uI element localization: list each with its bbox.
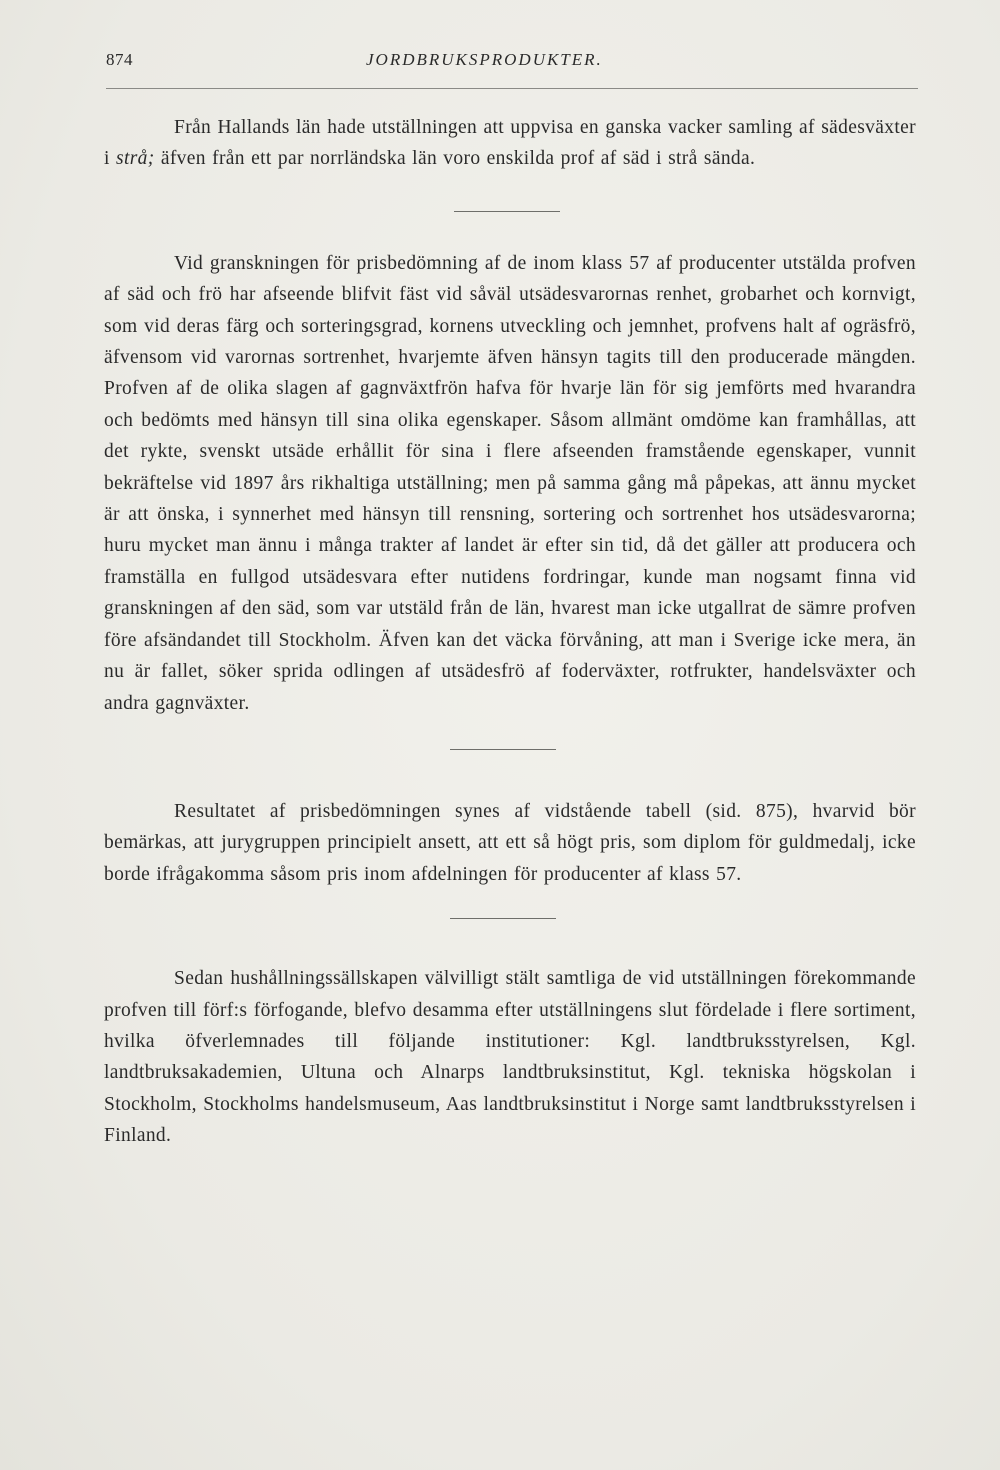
section-separator xyxy=(450,918,556,919)
paragraph-hallands-end: äfven från ett par norrländska län voro enskilda prof af säd i strå sända. xyxy=(154,148,756,170)
body-text xyxy=(104,112,916,1152)
paragraph-granskningen: Vid granskningen för prisbedömning af de inom klass 57 af producenter utstälda profven af säd och frö har afseende blifvit fäst vid såväl utsädesvarornas renhet, grobarhet och kornvigt, som vid deras färg och sorteringsgrad, kornens utveckling och jemnhet, profvens halt af ogräsfrö, äfvensom vid varornas sortrenhet, hvarjemte äfven hänsyn tagits till den producerade mängden. Profven af de olika slagen af gagnväxtfrön hafva för hvarje län för sig jemförts med hvarandra och bedömts med hänsyn till sina olika egenskaper. Såsom allmänt omdöme kan framhållas, att det rykte, svenskt utsäde erhållit för sina i flere afseenden framstående egenskaper, vunnit bekräftelse vid 1897 års rikhaltiga utställning; men på samma gång må påpekas, att ännu mycket är att önska, i synnerhet med hänsyn till rensning, sortering och sortrenhet hos utsädesvarorna; huru mycket man ännu i många trakter af landet är efter sin tid, då det gäller att producera och framställa en fullgod utsädesvara efter nutidens fordringar, kunde man nogsamt finna vid granskningen af den säd, som var utstäld från de län, hvarest man icke utgallrat de sämre profven före afsändandet till Stockholm. Äfven kan det väcka förvåning, att man i Sverige icke mera, än nu är fallet, söker sprida odlingen af utsädesfrö af foderväxter, rotfrukter, handelsväxter och andra gagnväxter. xyxy=(104,252,916,714)
paragraph-resultatet: Resultatet af prisbedömningen synes af vidstående tabell (sid. 875), hvarvid bör bemärkas, att jurygruppen principielt ansett, att ett så högt pris, som diplom för guldmedalj, icke borde ifrågakomma såsom pris inom afdelningen för producenter af klass 57. xyxy=(104,800,916,885)
running-title: JORDBRUKSPRODUKTER. xyxy=(366,50,603,69)
paragraph-hallands-italic: strå; xyxy=(116,148,155,170)
section-separator xyxy=(450,749,556,750)
running-head xyxy=(106,46,918,80)
paragraph-hallands-start: Från Hallands län hade utställningen att uppvisa en ganska vacker samling af sädesväxter i xyxy=(104,117,916,170)
page-number: 874 xyxy=(106,50,133,69)
paragraph-hallands xyxy=(104,112,916,175)
paragraph-hushallningssallskapen: Sedan hushållningssällskapen välvilligt stält samtliga de vid utställningen förekommande profven till förf:s förfogande, blefvo desamma efter utställningens slut fördelade i flere sortiment, hvilka öfverlemnades till följande institutioner: Kgl. landtbruksstyrelsen, Kgl. landtbruksakademien, Ultuna och Alnarps landtbruksinstitut, Kgl. tekniska högskolan i Stockholm, Stockholms handelsmuseum, Aas landtbruksinstitut i Norge samt landtbruksstyrelsen i Finland. xyxy=(104,968,916,1147)
section-separator xyxy=(454,211,560,212)
header-rule xyxy=(106,88,918,89)
